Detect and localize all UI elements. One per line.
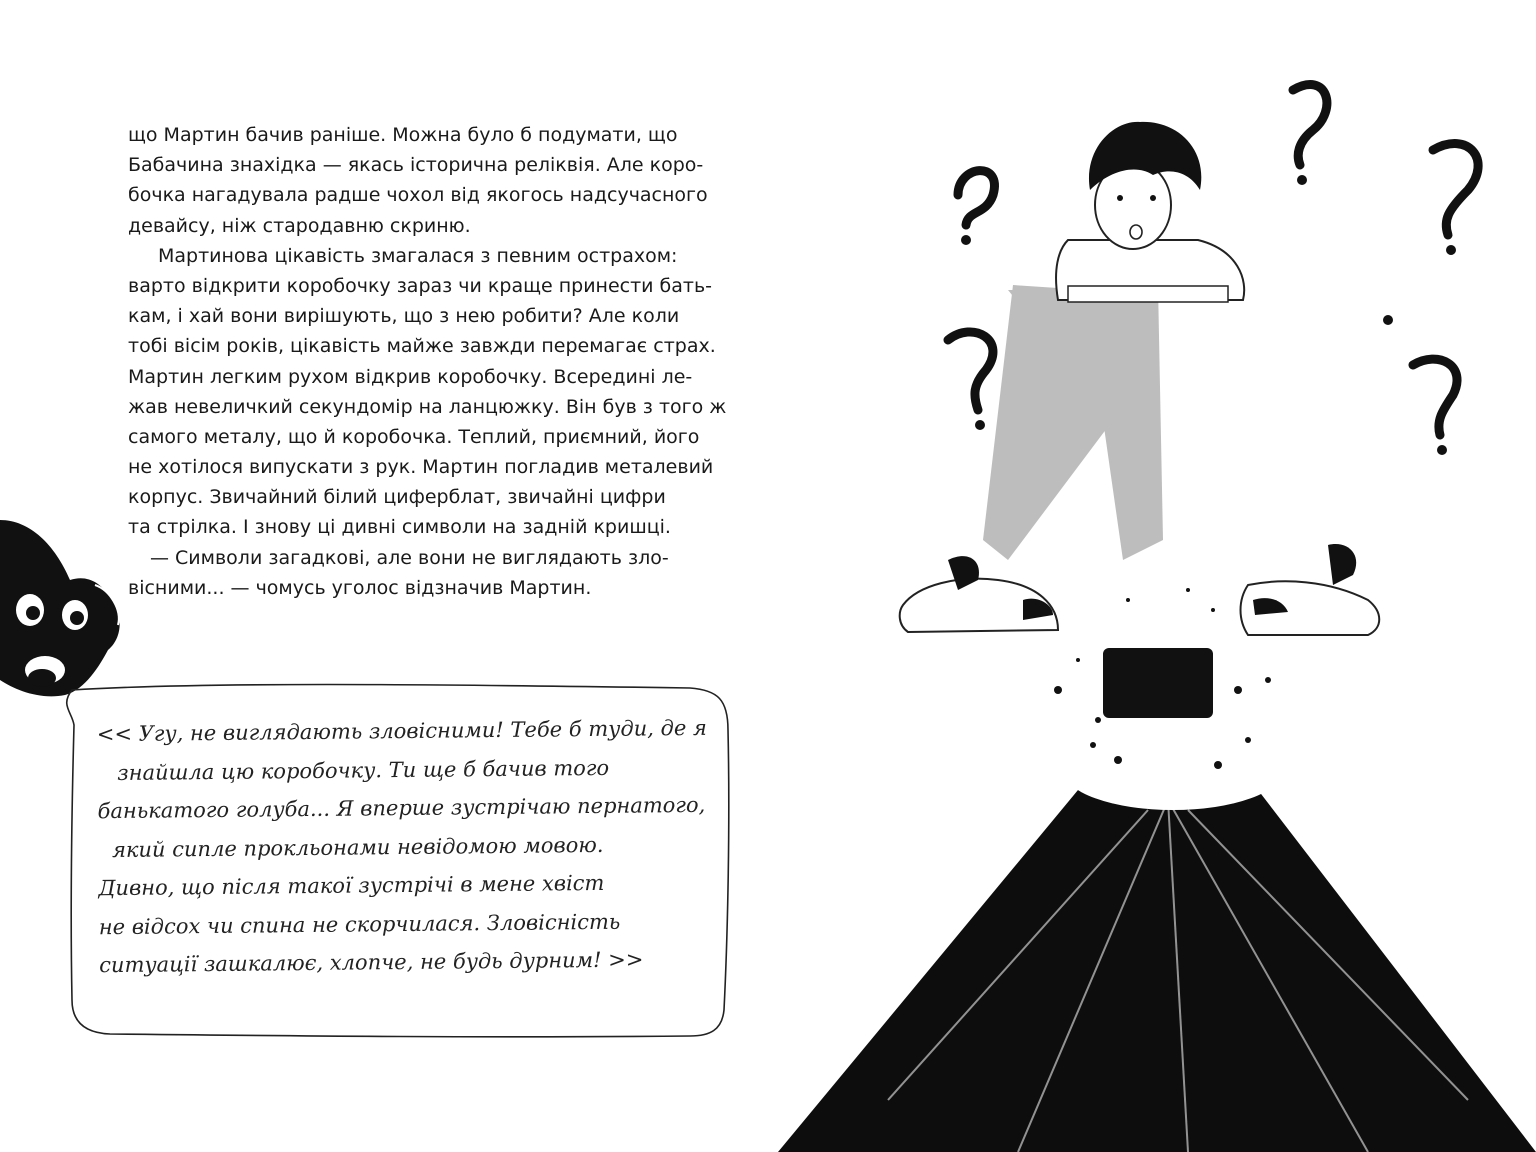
boy-with-box-illustration bbox=[768, 0, 1536, 1152]
note-line: банькатого голуба... Я вперше зустрічаю пернатого, bbox=[97, 792, 706, 824]
story-line: жав невеличкий секундомір на ланцюжку. Він був з того ж bbox=[128, 395, 727, 418]
story-line: та стрілка. І знову ці дивні символи на задній кришці. bbox=[128, 516, 671, 539]
note-line: не відсох чи спина не скорчилася. Зловісність bbox=[98, 909, 621, 939]
right-shoe bbox=[1241, 544, 1380, 635]
story-line: Мартин легким рухом відкрив коробочку. Всередині ле- bbox=[128, 365, 693, 388]
note-line: << Угу, не виглядають зловісними! Тебе б туди, де я bbox=[96, 715, 708, 747]
note-line: який сипле прокльонами невідомою мовою. bbox=[111, 832, 604, 862]
story-line: — Символи загадкові, але вони не виглядають зло- bbox=[150, 546, 669, 569]
story-line: тобі вісім років, цікавість майже завжди перемагає страх. bbox=[128, 335, 716, 358]
story-line: варто відкрити коробочку зараз чи краще принести бать- bbox=[128, 274, 713, 297]
story-line: Бабачина знахідка — якась історична реліквія. Але коро- bbox=[128, 154, 704, 177]
right-page bbox=[768, 0, 1536, 1152]
story-line: що Мартин бачив раніше. Можна було б подумати, що bbox=[128, 124, 678, 146]
handwritten-note bbox=[97, 709, 710, 985]
story-line: девайсу, ніж стародавню скриню. bbox=[128, 214, 471, 237]
note-line: знайшла цю коробочку. Ти ще б бачив того bbox=[117, 755, 610, 785]
story-line: вісними... — чомусь уголос відзначив Мартин. bbox=[128, 576, 592, 599]
left-shoe bbox=[900, 556, 1058, 632]
story-line: Мартинова цікавість змагалася з певним острахом: bbox=[158, 244, 678, 267]
story-line: кам, і хай вони вирішують, що з нею робити? Але коли bbox=[128, 305, 680, 328]
story-line: корпус. Звичайний білий циферблат, звичайні цифри bbox=[128, 486, 666, 509]
story-line: не хотілося випускати з рук. Мартин погладив металевий bbox=[128, 456, 714, 479]
box-icon bbox=[1103, 648, 1213, 718]
light-rays bbox=[778, 790, 1536, 1152]
note-line: Дивно, що після такої зустрічі в мене хвіст bbox=[98, 870, 605, 901]
story-line: бочка нагадувала радше чохол від якогось надсучасного bbox=[128, 184, 708, 207]
story-line: самого металу, що й коробочка. Теплий, приємний, його bbox=[128, 425, 700, 448]
note-line: ситуації зашкалює, хлопче, не будь дурним! >> bbox=[99, 947, 644, 978]
